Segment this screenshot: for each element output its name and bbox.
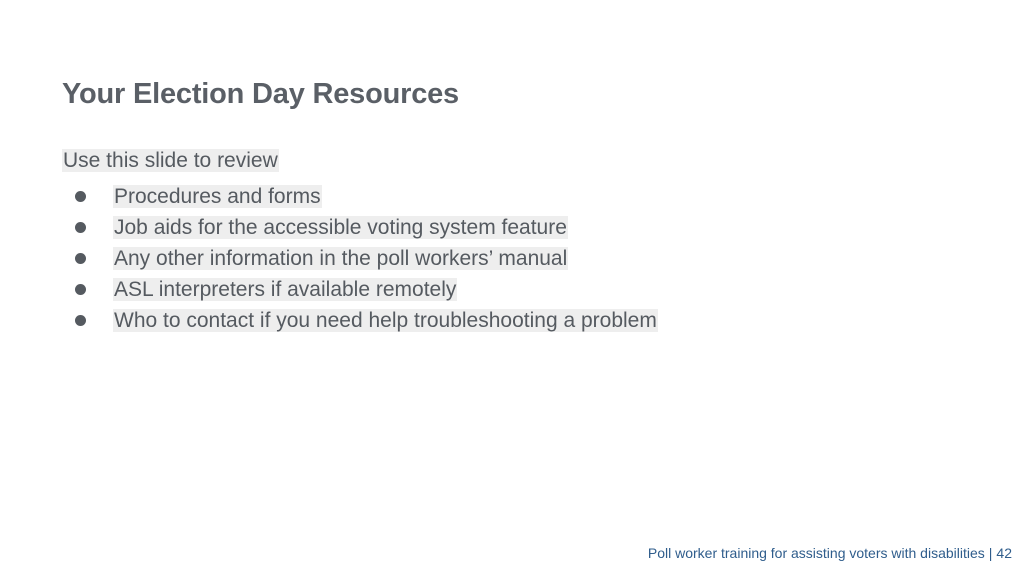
list-item-text: Any other information in the poll workers’ manual: [114, 247, 568, 270]
list-item: [62, 182, 658, 213]
list-item: [62, 244, 658, 275]
bullet-icon: [75, 284, 86, 295]
list-item: [62, 213, 658, 244]
page-number: 42: [996, 545, 1012, 561]
bullet-icon: [75, 222, 86, 233]
slide-footer: [648, 543, 1012, 563]
list-item-text: ASL interpreters if available remotely: [114, 278, 457, 301]
list-item: [62, 275, 658, 306]
footer-separator: |: [988, 545, 993, 561]
list-item: [62, 306, 658, 337]
footer-text: Poll worker training for assisting voters with disabilities: [647, 545, 985, 561]
slide-title: Your Election Day Resources: [62, 78, 459, 110]
intro-text: [62, 146, 279, 176]
bullet-icon: [75, 315, 86, 326]
list-item-text: Who to contact if you need help troubleshooting a problem: [114, 309, 657, 332]
resource-list: [62, 182, 658, 337]
bullet-icon: [75, 253, 86, 264]
intro-label: Use this slide to review: [63, 149, 278, 172]
list-item-text: Job aids for the accessible voting system feature: [114, 216, 567, 239]
bullet-icon: [75, 191, 86, 202]
list-item-text: Procedures and forms: [114, 185, 321, 208]
